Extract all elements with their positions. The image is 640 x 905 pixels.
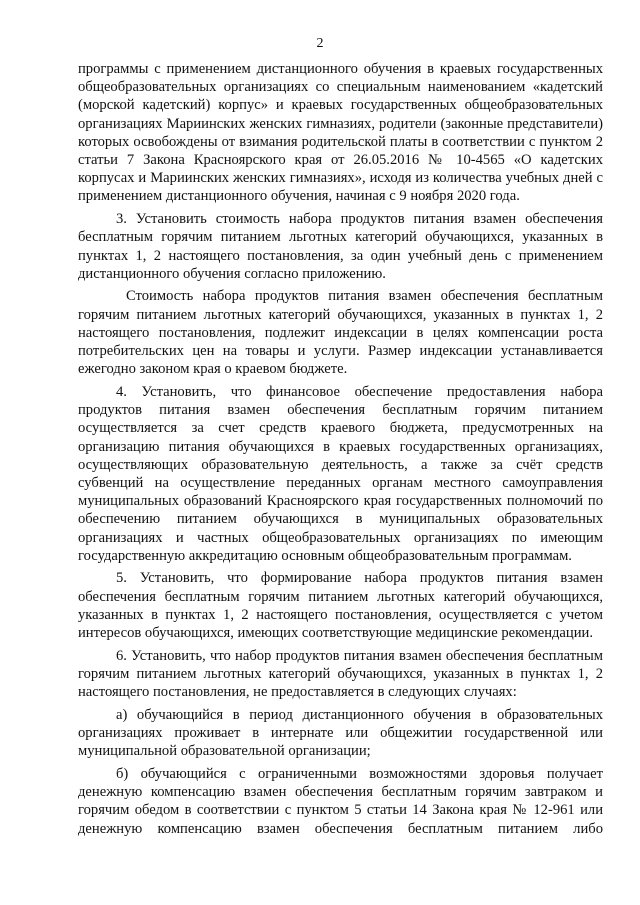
paragraph-item-6a: а) обучающийся в период дистанционного обучения в образовательных организациях проживает в интернате или общежитии государственной или муниципальной образовательной организации; [78, 706, 603, 760]
paragraph-item-4: 4. Установить, что финансовое обеспечение предоставления набора продуктов питания взамен обеспечения бесплатным горячим питанием осуществляется за счет средств краевого бюджета, предусмотренных на организацию питания обучающихся в краевых государственных организациях, осуществляющих образовательную деятельность, а также за счёт средств субвенций на осуществление переданных органам местного самоуправления муниципальных образований Красноярского края государственных полномочий по обеспечению питанием обучающихся в муниципальных образовательных организациях и частных общеобразовательных организациях по имеющим государственную аккредитацию основным общеобразовательным программам. [78, 383, 603, 564]
paragraph-item-6: 6. Установить, что набор продуктов питания взамен обеспечения бесплатным горячим питанием льготных категорий обучающихся, указанных в пунктах 1, 2 настоящего постановления, не предоставляется в следующих случаях: [78, 647, 603, 701]
paragraph-item-5: 5. Установить, что формирование набора продуктов питания взамен обеспечения бесплатным горячим питанием льготных категорий обучающихся, указанных в пунктах 1, 2 настоящего постановления, осуществляется с учетом интересов обучающихся, имеющих соответствующие медицинские рекомендации. [78, 570, 603, 642]
paragraph-item-3-indexation: Стоимость набора продуктов питания взамен обеспечения бесплатным горячим питанием льготных категорий обучающихся, указанных в пунктах 1, 2 настоящего постановления, подлежит индексации в целях компенсации роста потребительских цен на товары и услуги. Размер индексации устанавливается ежегодно законом края о краевом бюджете. [78, 288, 603, 378]
paragraph-continuation: программы с применением дистанционного обучения в краевых государственных общеобразовательных организациях со специальным наименованием «кадетский (морской кадетский) корпус» и краевых государственных общеобразовательных организациях Мариинских женских гимназиях, родители (законные представители) которых освобождены от взимания родительской платы в соответствии с пунктом 2 статьи 7 Закона Красноярского края от 26.05.2016 № 10-4565 «О кадетских корпусах и Мариинских женских гимназиях», исходя из количества учебных дней с применением дистанционного обучения, начиная с 9 ноября 2020 года. [78, 61, 603, 205]
paragraph-item-6b: б) обучающийся с ограниченными возможностями здоровья получает денежную компенсацию взамен обеспечения бесплатным горячим завтраком и горячим обедом в соответствии с пунктом 5 статьи 14 Закона края № 12-961 или денежную компенсацию взамен обеспечения бесплатным питанием либо [78, 766, 603, 837]
page-number: 2 [316, 36, 324, 51]
paragraph-item-3: 3. Установить стоимость набора продуктов питания взамен обеспечения бесплатным горячим питанием льготных категорий обучающихся, указанных в пунктах 1, 2 настоящего постановления, за один учебный день с применением дистанционного обучения согласно приложению. [78, 211, 603, 282]
document-body [78, 60, 603, 838]
